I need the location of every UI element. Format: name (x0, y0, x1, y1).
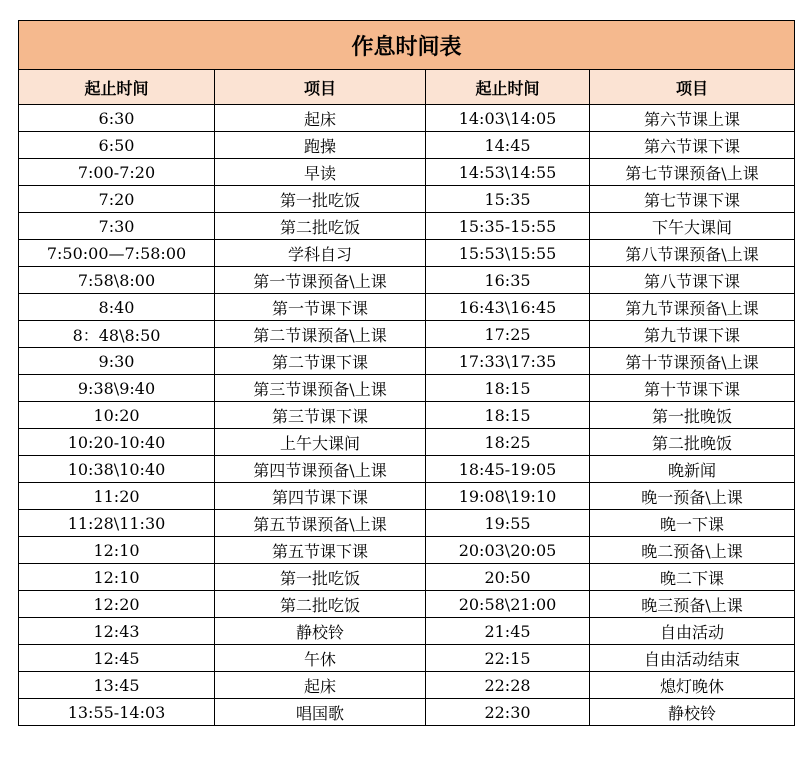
time-right-cell: 18:25 (426, 429, 590, 456)
table-row (19, 645, 795, 672)
item-right-cell: 晚一下课 (590, 510, 795, 537)
table-row (19, 186, 795, 213)
table-title: 作息时间表 (19, 21, 795, 70)
time-left-cell: 12:20 (19, 591, 215, 618)
item-right-cell: 下午大课间 (590, 213, 795, 240)
time-right-cell: 17:33\17:35 (426, 348, 590, 375)
time-right-cell: 20:58\21:00 (426, 591, 590, 618)
time-right-cell: 22:28 (426, 672, 590, 699)
header-item-right: 项目 (590, 70, 795, 105)
time-right-cell: 18:45-19:05 (426, 456, 590, 483)
time-right-cell: 16:35 (426, 267, 590, 294)
item-left-cell: 第二批吃饭 (215, 213, 426, 240)
time-left-cell: 7:58\8:00 (19, 267, 215, 294)
time-right-cell: 18:15 (426, 402, 590, 429)
time-left-cell: 7:30 (19, 213, 215, 240)
item-right-cell: 晚二下课 (590, 564, 795, 591)
item-left-cell: 第四节课下课 (215, 483, 426, 510)
table-row (19, 213, 795, 240)
time-left-cell: 10:20-10:40 (19, 429, 215, 456)
item-left-cell: 跑操 (215, 132, 426, 159)
item-right-cell: 第六节课上课 (590, 105, 795, 132)
item-right-cell: 第八节课下课 (590, 267, 795, 294)
time-right-cell: 16:43\16:45 (426, 294, 590, 321)
item-left-cell: 第一节课下课 (215, 294, 426, 321)
time-right-cell: 15:53\15:55 (426, 240, 590, 267)
item-right-cell: 晚一预备\上课 (590, 483, 795, 510)
item-left-cell: 静校铃 (215, 618, 426, 645)
table-row (19, 699, 795, 726)
table-row (19, 159, 795, 186)
table-row (19, 429, 795, 456)
item-left-cell: 第二批吃饭 (215, 591, 426, 618)
item-left-cell: 起床 (215, 105, 426, 132)
time-right-cell: 22:15 (426, 645, 590, 672)
time-right-cell: 22:30 (426, 699, 590, 726)
item-left-cell: 第五节课下课 (215, 537, 426, 564)
title-row (19, 21, 795, 70)
table-row (19, 456, 795, 483)
time-left-cell: 10:20 (19, 402, 215, 429)
item-right-cell: 熄灯晚休 (590, 672, 795, 699)
item-right-cell: 第二批晚饭 (590, 429, 795, 456)
time-left-cell: 13:45 (19, 672, 215, 699)
time-left-cell: 9:38\9:40 (19, 375, 215, 402)
time-right-cell: 19:08\19:10 (426, 483, 590, 510)
item-left-cell: 第二节课下课 (215, 348, 426, 375)
table-row (19, 294, 795, 321)
item-left-cell: 第一批吃饭 (215, 564, 426, 591)
item-right-cell: 自由活动 (590, 618, 795, 645)
time-left-cell: 6:50 (19, 132, 215, 159)
item-right-cell: 晚三预备\上课 (590, 591, 795, 618)
time-left-cell: 12:10 (19, 537, 215, 564)
time-right-cell: 14:03\14:05 (426, 105, 590, 132)
time-left-cell: 10:38\10:40 (19, 456, 215, 483)
table-row (19, 402, 795, 429)
item-left-cell: 第一节课预备\上课 (215, 267, 426, 294)
header-time-right: 起止时间 (426, 70, 590, 105)
item-right-cell: 第七节课预备\上课 (590, 159, 795, 186)
table-row (19, 591, 795, 618)
table-row (19, 375, 795, 402)
item-right-cell: 第十节课下课 (590, 375, 795, 402)
time-left-cell: 12:45 (19, 645, 215, 672)
item-right-cell: 第九节课预备\上课 (590, 294, 795, 321)
item-right-cell: 静校铃 (590, 699, 795, 726)
header-time-left: 起止时间 (19, 70, 215, 105)
time-right-cell: 17:25 (426, 321, 590, 348)
table-row (19, 267, 795, 294)
item-left-cell: 第三节课下课 (215, 402, 426, 429)
time-left-cell: 6:30 (19, 105, 215, 132)
time-left-cell: 12:10 (19, 564, 215, 591)
item-right-cell: 第七节课下课 (590, 186, 795, 213)
table-row (19, 105, 795, 132)
item-right-cell: 第八节课预备\上课 (590, 240, 795, 267)
item-left-cell: 第三节课预备\上课 (215, 375, 426, 402)
item-right-cell: 自由活动结束 (590, 645, 795, 672)
table-row (19, 321, 795, 348)
item-left-cell: 第五节课预备\上课 (215, 510, 426, 537)
time-left-cell: 12:43 (19, 618, 215, 645)
time-left-cell: 11:28\11:30 (19, 510, 215, 537)
time-left-cell: 7:00-7:20 (19, 159, 215, 186)
time-right-cell: 14:45 (426, 132, 590, 159)
table-row (19, 564, 795, 591)
time-left-cell: 7:50:00—7:58:00 (19, 240, 215, 267)
table-row (19, 672, 795, 699)
table-row (19, 537, 795, 564)
item-left-cell: 第一批吃饭 (215, 186, 426, 213)
time-left-cell: 13:55-14:03 (19, 699, 215, 726)
time-right-cell: 21:45 (426, 618, 590, 645)
item-right-cell: 晚新闻 (590, 456, 795, 483)
time-right-cell: 15:35 (426, 186, 590, 213)
item-left-cell: 第四节课预备\上课 (215, 456, 426, 483)
item-left-cell: 第二节课预备\上课 (215, 321, 426, 348)
item-left-cell: 早读 (215, 159, 426, 186)
table-row (19, 483, 795, 510)
table-row (19, 132, 795, 159)
table-row (19, 348, 795, 375)
item-right-cell: 第十节课预备\上课 (590, 348, 795, 375)
header-row (19, 70, 795, 105)
table-row (19, 510, 795, 537)
time-left-cell: 8:40 (19, 294, 215, 321)
header-item-left: 项目 (215, 70, 426, 105)
time-right-cell: 15:35-15:55 (426, 213, 590, 240)
item-left-cell: 上午大课间 (215, 429, 426, 456)
item-right-cell: 第六节课下课 (590, 132, 795, 159)
schedule-body (19, 105, 795, 726)
time-right-cell: 19:55 (426, 510, 590, 537)
item-right-cell: 晚二预备\上课 (590, 537, 795, 564)
table-row (19, 240, 795, 267)
time-right-cell: 20:03\20:05 (426, 537, 590, 564)
time-left-cell: 11:20 (19, 483, 215, 510)
item-left-cell: 唱国歌 (215, 699, 426, 726)
item-right-cell: 第九节课下课 (590, 321, 795, 348)
item-left-cell: 起床 (215, 672, 426, 699)
time-left-cell: 9:30 (19, 348, 215, 375)
time-left-cell: 7:20 (19, 186, 215, 213)
schedule-table (18, 20, 795, 726)
time-right-cell: 18:15 (426, 375, 590, 402)
item-left-cell: 午休 (215, 645, 426, 672)
item-left-cell: 学科自习 (215, 240, 426, 267)
table-row (19, 618, 795, 645)
time-right-cell: 14:53\14:55 (426, 159, 590, 186)
time-right-cell: 20:50 (426, 564, 590, 591)
item-right-cell: 第一批晚饭 (590, 402, 795, 429)
time-left-cell: 8：48\8:50 (19, 321, 215, 348)
